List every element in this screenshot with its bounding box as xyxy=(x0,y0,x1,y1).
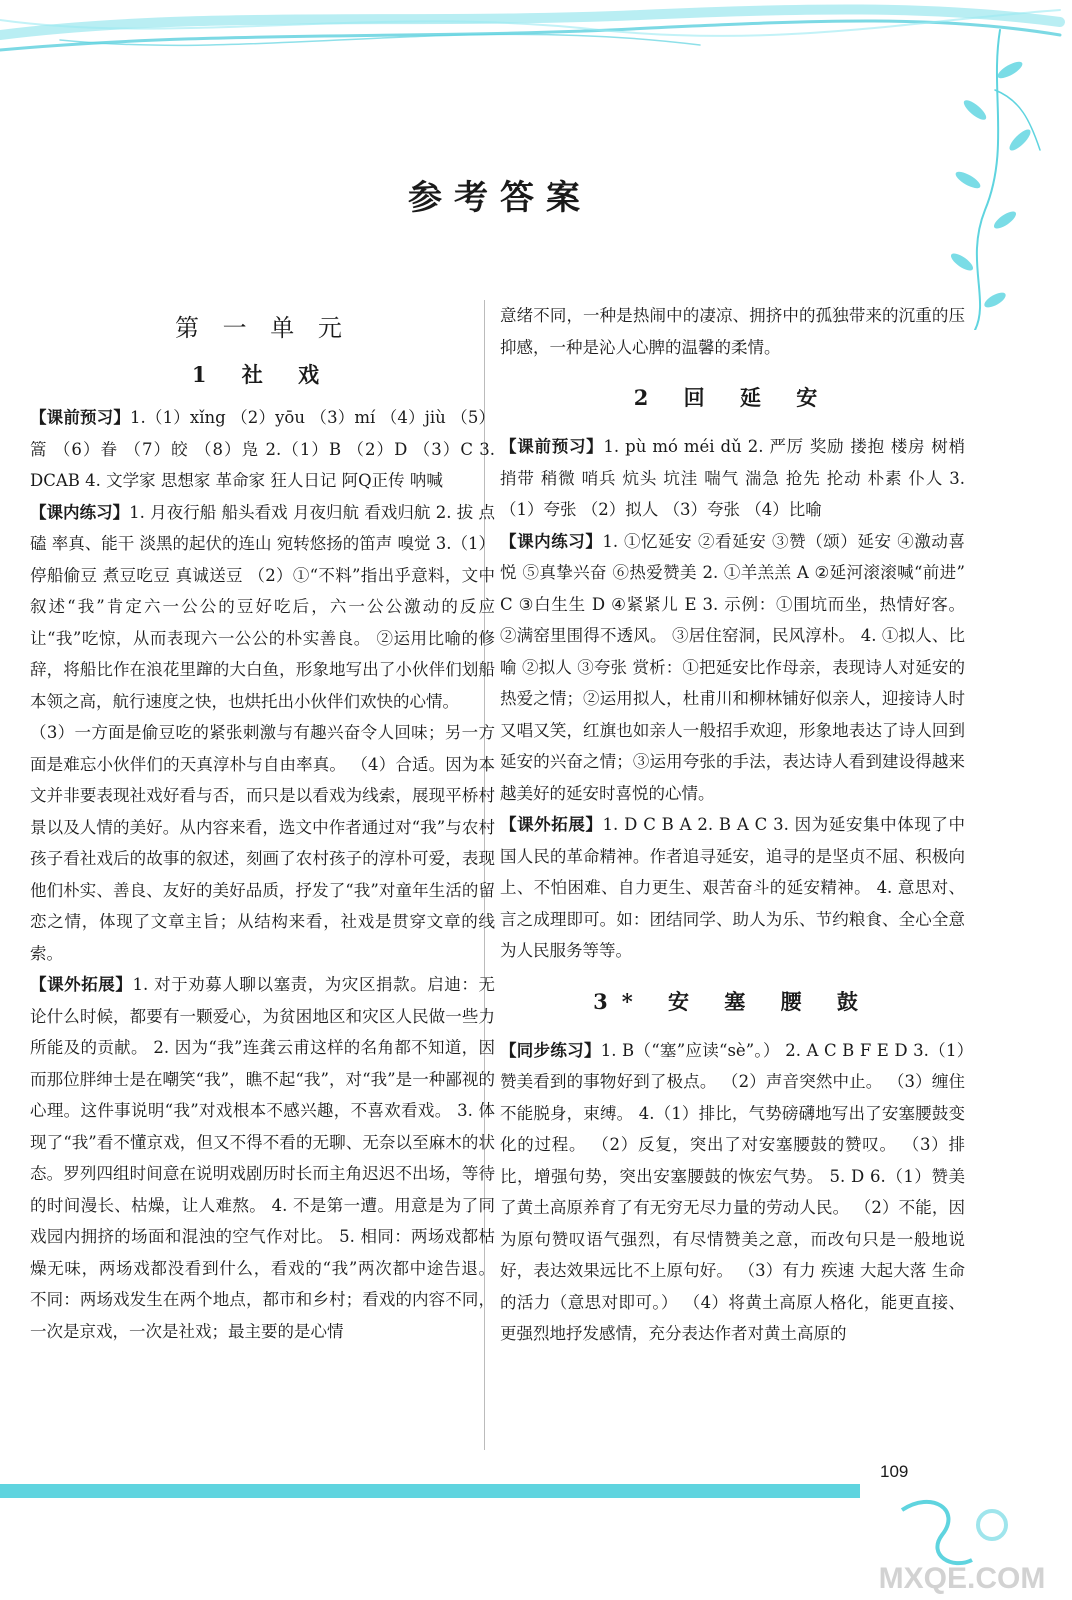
answer-paragraph xyxy=(500,809,965,967)
answer-paragraph xyxy=(500,300,965,363)
answer-text: 1.（1）xǐng （2）yōu （3）mí （4）jiù （5）篙 （6）眷 （7）皎 （8）凫 2.（1）B （2）D （3）C 3. DCAB 4. 文学家 思想家 革命家 狂人日记 阿Q正传 呐喊 xyxy=(30,408,496,490)
answer-text: （3）一方面是偷豆吃的紧张刺激与有趣兴奋令人回味；另一方面是难忘小伙伴们的天真淳朴与自由率真。 （4）合适。因为本文并非要表现社戏好看与否，而只是以看戏为线索，展现平桥村景以及人情的美好。从内容来看，选文中作者通过对“我”与农村孩子看社戏后的故事的叙述，刻画了农村孩子的淳朴可爱，表现他们朴实、善良、友好的美好品质，抒发了“我”对童年生活的留恋之情，体现了文章主旨；从结构来看，社戏是贯穿文章的线索。 xyxy=(30,723,495,963)
answer-text: 1. D C B A 2. B A C 3. 因为延安集中体现了中国人民的革命精神。作者追寻延安，追寻的是坚贞不屈、积极向上、不怕困难、自力更生、艰苦奋斗的延安精神。 4. 意思对、言之成理即可。如：团结同学、助人为乐、节约粮食、全心全意为人民服务等等。 xyxy=(500,815,965,960)
svg-text:MXQE.COM: MXQE.COM xyxy=(878,1562,1046,1595)
answer-paragraph xyxy=(30,402,495,497)
unit-title: 第 一 单 元 xyxy=(175,314,350,342)
answer-text: 1. 对于劝募人聊以塞责，为灾区捐款。启迪：无论什么时候，都要有一颗爱心，为贫困地区和灾区人民做一些力所能及的贡献。 2. 因为“我”连龚云甫这样的名角都不知道，因而那位胖绅士是在嘲笑“我”，瞧不起“我”，对“我”是一种鄙视的心理。这件事说明“我”对戏根本不感兴趣，不喜欢看戏。 3. 体现了“我”看不懂京戏，但又不得不看的无聊、无奈以至麻木的状态。罗列四组时间意在说明戏剧历时长而主角迟迟不出场，等待的时间漫长、枯燥，让人难熬。 4. 不是第一遭。用意是为了同戏园内拥挤的场面和混浊的空气作对比。 5. 相同：两场戏都枯燥无味，两场戏都没看到什么，看戏的“我”两次都中途告退。 不同：两场戏发生在两个地点，都市和乡村；看戏的内容不同，一次是京戏，一次是社戏；最主要的是心情 xyxy=(30,975,495,1341)
answer-text: 1. 月夜行船 船头看戏 月夜归航 看戏归航 2. 拔 点 磕 率真、能干 淡黑的起伏的连山 宛转悠扬的笛声 嗅觉 3.（1）停船偷豆 煮豆吃豆 真诚送豆 （2）①“不料”指出乎意料，文中叙述“我”肯定六一公公的豆好吃后，六一公公激动的反应让“我”吃惊，从而表现六一公公的朴实善良。 ②运用比喻的修辞，将船比作在浪花里蹿的大白鱼，形象地写出了小伙伴们划船本领之高，航行速度之快，也烘托出小伙伴们欢快的心情。 xyxy=(30,502,496,711)
left-column xyxy=(30,300,495,1347)
answer-paragraph xyxy=(500,1035,965,1350)
page-title: 参考答案 xyxy=(408,178,592,218)
section-label: 【课外拓展】 xyxy=(500,815,603,834)
watermark-logo xyxy=(842,1490,1072,1600)
answer-text: 1. pù mó méi dǔ 2. 严厉 奖励 搂抱 楼房 树梢 捎带 稍微 哨兵 炕头 坑洼 喘气 湍急 抢先 抡动 朴素 仆人 3.（1）夸张 （2）拟人 （3）夸张 （4）比喻 xyxy=(500,437,965,519)
answer-paragraph xyxy=(30,497,495,718)
section-label: 【课前预习】 xyxy=(500,437,604,456)
section-label: 【课外拓展】 xyxy=(30,975,133,994)
answer-text: 1. B（“塞”应读“sè”。） 2. A C B F E D 3.（1）赞美看到的事物好到了极点。 （2）声音突然中止。 （3）缠住不能脱身，束缚。 4.（1）排比，气势磅礴地写出了安塞腰鼓变化的过程。 （2）反复，突出了对安塞腰鼓的赞叹。 （3）排比，增强句势，突出安塞腰鼓的恢宏气势。 5. D 6.（1）赞美了黄土高原养育了有无穷无尽力量的劳动人民。 （2）不能，因为原句赞叹语气强烈，有尽情赞美之意，而改句只是一般地说好，表达效果远比不上原句好。 （3）有力 疾速 大起大落 生命的活力（意思对即可。） （4）将黄土高原人格化，能更直接、更强烈地抒发感情，充分表达作者对黄土高原的 xyxy=(500,1040,965,1343)
lesson-1-title: 1 社 戏 xyxy=(191,362,334,387)
section-label: 【课内练习】 xyxy=(500,531,603,551)
answer-paragraph xyxy=(500,526,965,810)
answer-text: 意绪不同，一种是热闹中的凄凉、拥挤中的孤独带来的沉重的压抑感，一种是沁人心脾的温馨的柔情。 xyxy=(500,306,965,357)
lesson-2-title: 2 回 延 安 xyxy=(633,385,832,410)
top-decoration xyxy=(0,0,1072,330)
answer-text: 1. ①忆延安 ②看延安 ③赞（颂）延安 ④激动喜悦 ⑤真挚兴奋 ⑥热爱赞美 2. ①羊羔羔 A ②延河滚滚喊“前进” C ③白生生 D ④紧紧儿 E 3. 示例：①围坑而坐，热情好客。 ②满窑里围得不透风。 ③居住窑洞，民风淳朴。 4. ①拟人、比喻 ②拟人 ③夸张 赏析：①把延安比作母亲，表现诗人对延安的热爱之情；②运用拟人，杜甫川和柳林铺好似亲人，迎接诗人时又唱又笑，红旗也如亲人一般招手欢迎，形象地表达了诗人回到延安的兴奋之情；③运用夸张的手法，表达诗人看到建设得越来越美好的延安时喜悦的心情。 xyxy=(500,531,966,803)
answer-paragraph xyxy=(30,969,495,1347)
page-number: 109 xyxy=(880,1462,909,1481)
answer-paragraph xyxy=(500,431,965,526)
lesson-3-title: 3* 安 塞 腰 鼓 xyxy=(593,988,872,1014)
section-label: 【课前预习】 xyxy=(30,408,131,427)
right-column xyxy=(500,300,965,1350)
answer-paragraph xyxy=(30,717,495,969)
section-label: 【同步练习】 xyxy=(500,1040,601,1060)
section-label: 【课内练习】 xyxy=(30,502,130,522)
